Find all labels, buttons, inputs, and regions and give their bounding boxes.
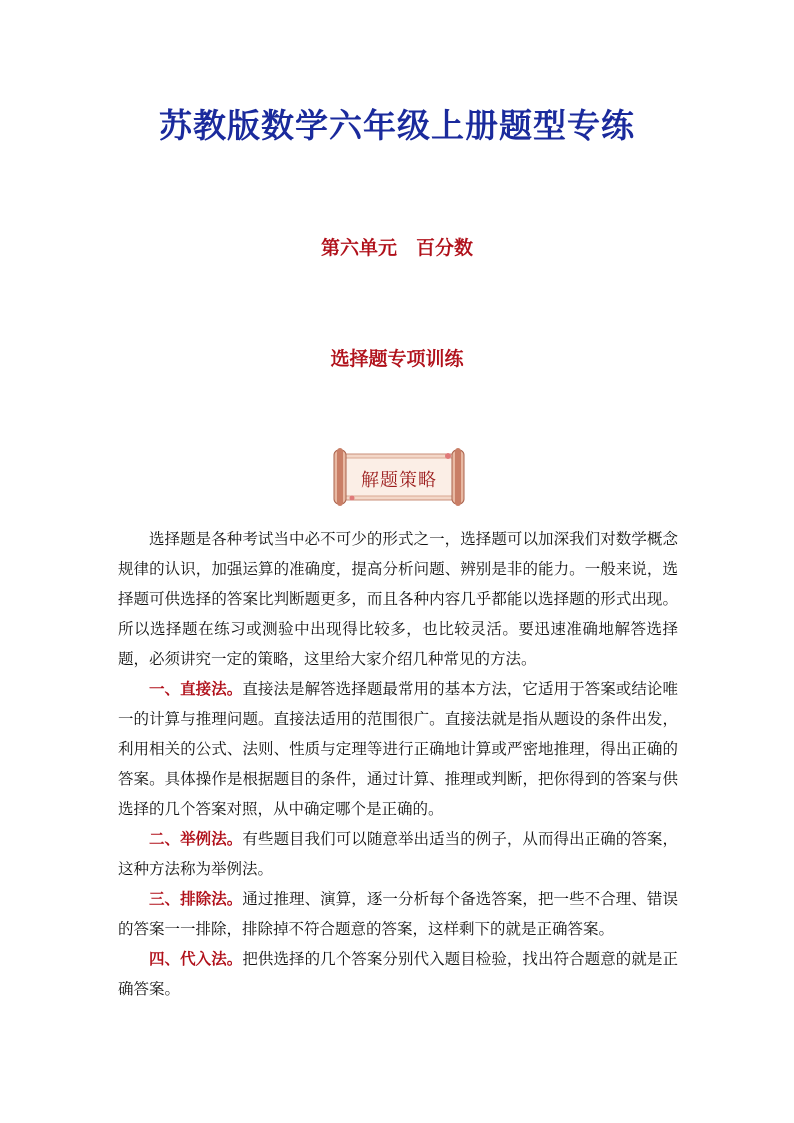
method-text: 有些题目我们可以随意举出适当的例子，从而得出正确的答案，这种方法称为举例法。 [118, 830, 678, 878]
method-text: 直接法是解答选择题最常用的基本方法，它适用于答案或结论唯一的计算与推理问题。直接法适用的范围很广。直接法就是指从题设的条件出发，利用相关的公式、法则、性质与定理等进行正确地计算或严密地推理，得出正确的答案。具体操作是根据题目的条件，通过计算、推理或判断，把你得到的答案与供选择的几个答案对照，从中确定哪个是正确的。 [118, 680, 678, 818]
method-heading: 一、直接法。 [149, 679, 243, 698]
document-title: 苏教版数学六年级上册题型专练 [159, 106, 635, 145]
section-title: 选择题专项训练 [330, 348, 464, 370]
banner-label: 解题策略 [361, 470, 437, 491]
method-text: 通过推理、演算，逐一分析每个备选答案，把一些不合理、错误的答案一一排除，排除掉不符合题意的答案，这样剩下的就是正确答案。 [118, 890, 678, 938]
method-heading: 四、代入法。 [149, 949, 243, 968]
strategy-body [118, 524, 678, 1004]
method-example [118, 824, 678, 884]
intro-paragraph: 选择题是各种考试当中必不可少的形式之一，选择题可以加深我们对数学概念规律的认识，加强运算的准确度，提高分析问题、辨别是非的能力。一般来说，选择题可供选择的答案比判断题更多，而且各种内容几乎都能以选择题的形式出现。所以选择题在练习或测验中出现得比较多，也比较灵活。要迅速准确地解答选择题，必须讲究一定的策略，这里给大家介绍几种常见的方法。 [118, 530, 678, 668]
method-direct [118, 674, 678, 824]
method-heading: 二、举例法。 [149, 829, 243, 848]
strategy-banner [328, 448, 470, 506]
method-substitution [118, 944, 678, 1004]
method-heading: 三、排除法。 [149, 889, 243, 908]
method-elimination [118, 884, 678, 944]
unit-title: 第六单元 百分数 [320, 237, 473, 259]
method-text: 把供选择的几个答案分别代入题目检验，找出符合题意的就是正确答案。 [118, 950, 678, 998]
